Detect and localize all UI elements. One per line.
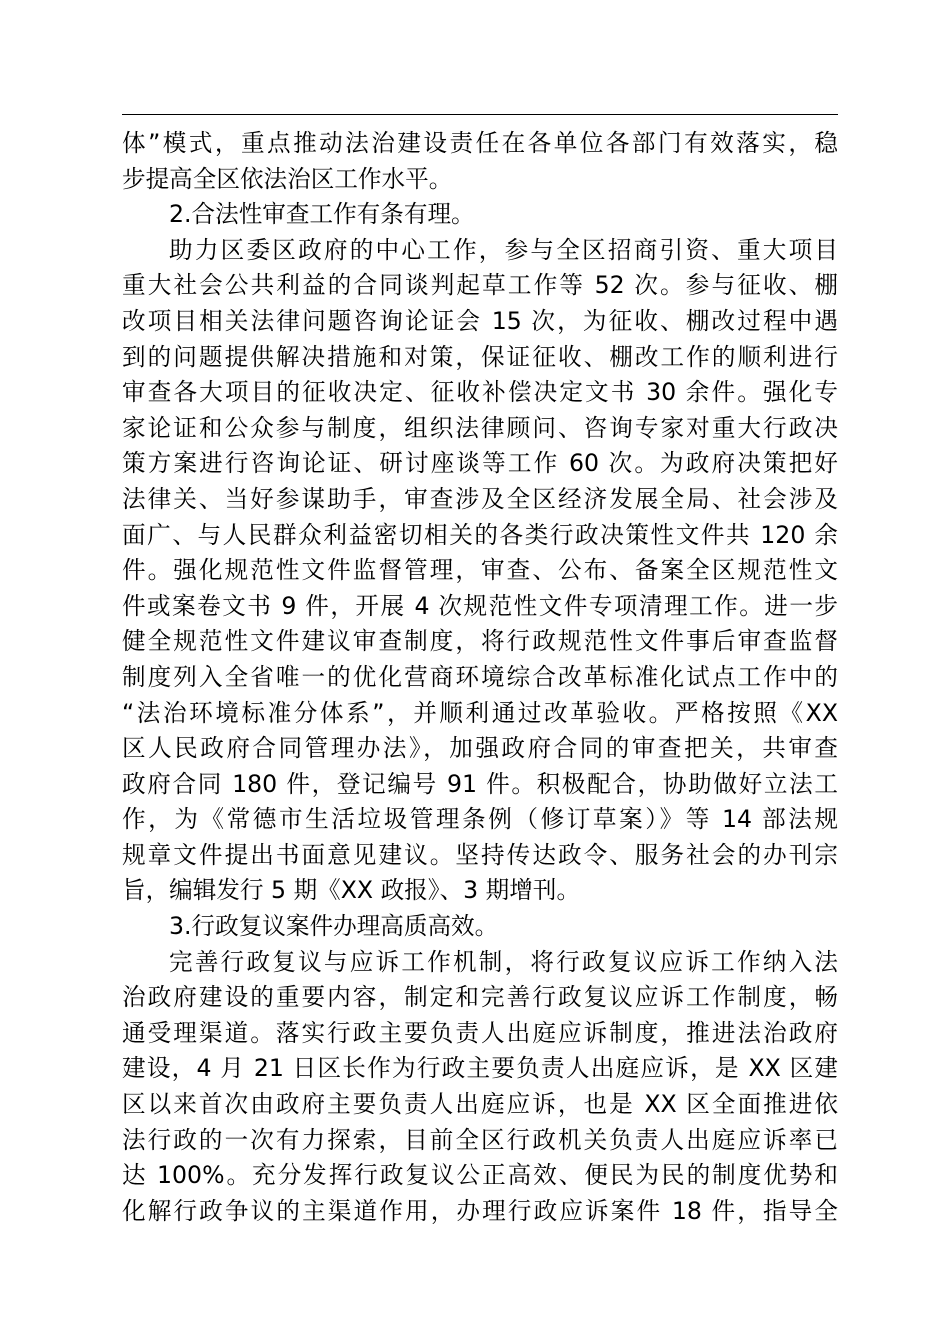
text-line: 助力区委区政府的中心工作，参与全区招商引资、重大项目 — [169, 235, 838, 264]
section-heading: 3.行政复议案件办理高质高效。 — [169, 912, 499, 941]
text-line: 区人民政府合同管理办法》，加强政府合同的审查把关，共审查 — [122, 734, 838, 763]
text-line: 区以来首次由政府主要负责人出庭应诉，也是 XX 区全面推进依 — [122, 1090, 838, 1119]
text-line: 通受理渠道。落实行政主要负责人出庭应诉制度，推进法治政府 — [122, 1018, 838, 1047]
text-line: 旨，编辑发行 5 期《XX 政报》、3 期增刊。 — [122, 876, 581, 905]
text-line: 制度列入全省唯一的优化营商环境综合改革标准化试点工作中的 — [122, 662, 838, 691]
text-line: 健全规范性文件建议审查制度，将行政规范性文件事后审查监督 — [122, 627, 838, 656]
text-line: 政府合同 180 件，登记编号 91 件。积极配合，协助做好立法工 — [122, 769, 838, 798]
section-heading: 2.合法性审查工作有条有理。 — [169, 200, 475, 229]
text-line: 法行政的一次有力探索，目前全区行政机关负责人出庭应诉率已 — [122, 1125, 838, 1154]
text-line: 步提高全区依法治区工作水平。 — [122, 164, 453, 193]
text-line: 策方案进行咨询论证、研讨座谈等工作 60 次。为政府决策把好 — [122, 449, 838, 478]
text-line: 规章文件提出书面意见建议。坚持传达政令、服务社会的办刊宗 — [122, 840, 838, 869]
text-line: 化解行政争议的主渠道作用，办理行政应诉案件 18 件，指导全 — [122, 1196, 838, 1225]
text-line: 面广、与人民群众利益密切相关的各类行政决策性文件共 120 余 — [122, 520, 838, 549]
text-line: 建设，4 月 21 日区长作为行政主要负责人出庭应诉，是 XX 区建 — [122, 1054, 838, 1083]
text-line: 审查各大项目的征收决定、征收补偿决定文书 30 余件。强化专 — [122, 378, 838, 407]
text-line: 体”模式，重点推动法治建设责任在各单位各部门有效落实，稳 — [122, 129, 838, 157]
body-text — [122, 126, 838, 1229]
text-line: 法律关、当好参谋助手，审查涉及全区经济发展全局、社会涉及 — [122, 484, 838, 513]
text-line: 家论证和公众参与制度，组织法律顾问、咨询专家对重大行政决 — [122, 413, 838, 442]
text-line: 改项目相关法律问题咨询论证会 15 次，为征收、棚改过程中遇 — [122, 306, 838, 335]
header-rule — [122, 114, 838, 115]
text-line: 治政府建设的重要内容，制定和完善行政复议应诉工作制度，畅 — [122, 983, 838, 1012]
text-line: 件。强化规范性文件监督管理，审查、公布、备案全区规范性文 — [122, 556, 838, 585]
text-line: 重大社会公共利益的合同谈判起草工作等 52 次。参与征收、棚 — [122, 271, 838, 300]
text-line: 到的问题提供解决措施和对策，保证征收、棚改工作的顺利进行 — [122, 342, 838, 371]
text-line: 件或案卷文书 9 件，开展 4 次规范性文件专项清理工作。进一步 — [122, 591, 838, 620]
text-line: “法治环境标准分体系”，并顺利通过改革验收。严格按照《XX — [122, 698, 838, 727]
text-line: 作，为《常德市生活垃圾管理条例（修订草案）》等 14 部法规 — [122, 805, 838, 834]
text-line: 达 100%。充分发挥行政复议公正高效、便民为民的制度优势和 — [122, 1161, 838, 1190]
text-line: 完善行政复议与应诉工作机制，将行政复议应诉工作纳入法 — [169, 947, 838, 976]
